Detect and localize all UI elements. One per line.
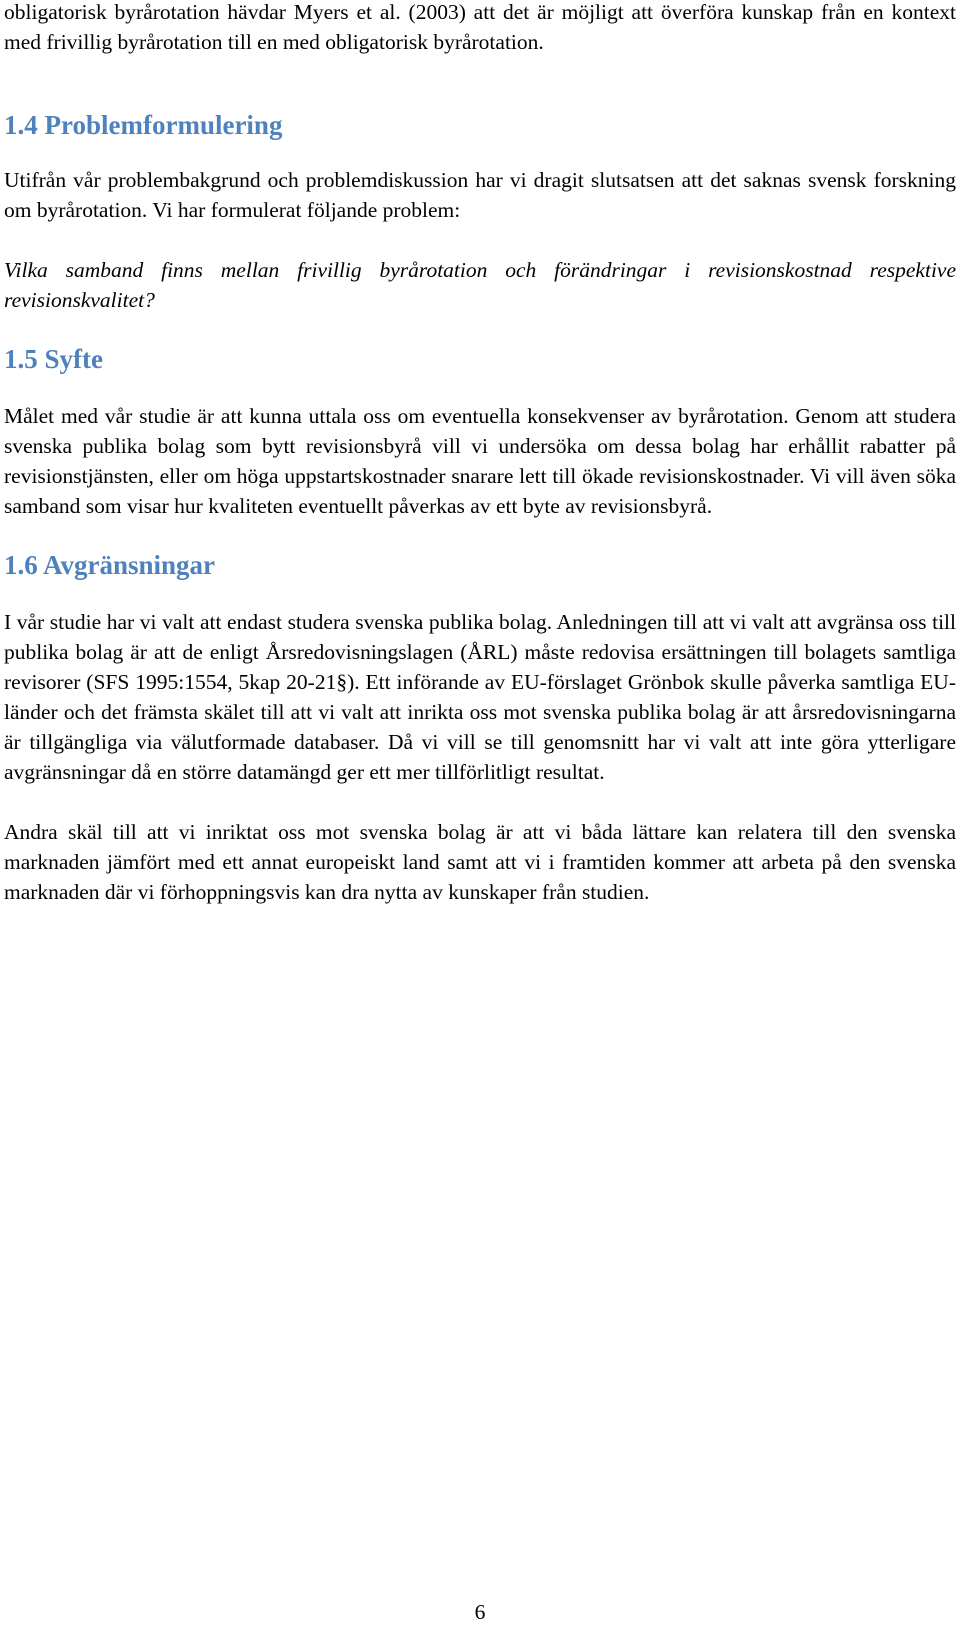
syfte-paragraph: Målet med vår studie är att kunna uttala oss om eventuella konsekvenser av byrårotation. Genom att studera svenska publika bolag som bytt revisionsbyrå vill vi undersöka om dessa bolag har erhållit rabatter på revisionstjänsten, eller om höga uppstartskostnader snarare lett till ökade revisionskostnader. Vi vill även söka samband som visar hur kvaliteten eventuellt påverkas av ett byte av revisionsbyrå. xyxy=(4,404,956,518)
heading-syfte: 1.5 Syfte xyxy=(4,344,103,374)
intro-paragraph: obligatorisk byrårotation hävdar Myers et al. (2003) att det är möjligt att överföra kunskap från en kontext med frivillig byrårotation till en med obligatorisk byrårotation. xyxy=(4,0,956,54)
avgransningar-paragraph-2: Andra skäl till att vi inriktat oss mot svenska bolag är att vi båda lättare kan relatera till den svenska marknaden jämfört med ett annat europeiskt land samt att vi i framtiden kommer att arbeta på den svenska marknaden där vi förhoppningsvis kan dra nytta av kunskaper från studien. xyxy=(4,820,956,904)
heading-problemformulering: 1.4 Problemformulering xyxy=(4,110,283,140)
page-number: 6 xyxy=(474,1600,486,1624)
document-page xyxy=(4,0,956,907)
research-question: Vilka samband finns mellan frivillig byrårotation och förändringar i revisionskostnad respektive revisionskvalitet? xyxy=(4,258,956,312)
problemformulering-paragraph: Utifrån vår problembakgrund och problemdiskussion har vi dragit slutsatsen att det saknas svensk forskning om byrårotation. Vi har formulerat följande problem: xyxy=(4,168,956,222)
avgransningar-paragraph-1: I vår studie har vi valt att endast studera svenska publika bolag. Anledningen till att vi valt att avgränsa oss till publika bolag är att de enligt Årsredovisningslagen (ÅRL) måste redovisa ersättningen till bolagets samtliga revisorer (SFS 1995:1554, 5kap 20-21§). Ett införande av EU-förslaget Grönbok skulle påverka samtliga EU-länder och det främsta skälet till att vi valt att inrikta oss mot svenska publika bolag är att årsredovisningarna är tillgängliga via välutformade databaser. Då vi vill se till genomsnitt har vi valt att inte göra ytterligare avgränsningar då en större datamängd ger ett mer tillförlitligt resultat. xyxy=(4,610,956,784)
heading-avgransningar: 1.6 Avgränsningar xyxy=(4,550,216,580)
